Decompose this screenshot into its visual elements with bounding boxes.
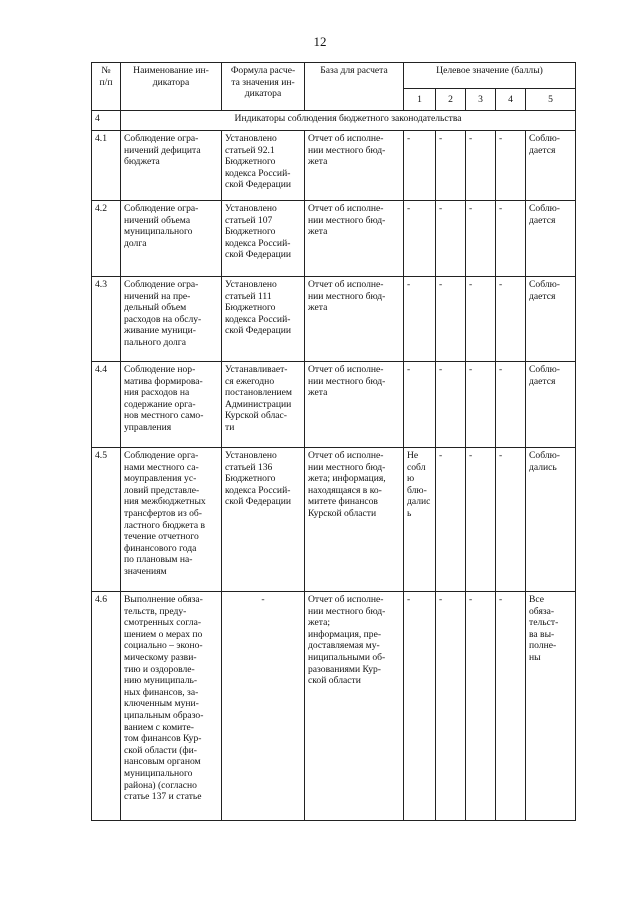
row-value-4: - xyxy=(496,131,526,201)
row-value-5: Соблю- дается xyxy=(526,201,576,277)
page-number: 12 xyxy=(313,34,327,49)
row-value-1: - xyxy=(404,592,436,821)
row-basis: Отчет об исполне- нии местного бюд- жета xyxy=(305,201,404,277)
row-value-1: - xyxy=(404,277,436,362)
row-value-5: Соблю- дается xyxy=(526,131,576,201)
indicators-table xyxy=(91,62,576,821)
row-value-3: - xyxy=(466,277,496,362)
row-value-5: Все обяза- тельст- ва вы- полне- ны xyxy=(526,592,576,821)
table-row xyxy=(92,277,576,362)
row-num: 4.4 xyxy=(92,362,121,448)
row-value-1: Не соблю блю- дались xyxy=(404,448,436,592)
row-value-2: - xyxy=(436,448,466,592)
row-formula: Установлено статьей 107 Бюджетного кодекса Россий- ской Федерации xyxy=(222,201,305,277)
row-value-1: - xyxy=(404,201,436,277)
row-formula: Установлено статьей 92.1 Бюджетного кодекса Россий- ской Федерации xyxy=(222,131,305,201)
row-value-3: - xyxy=(466,362,496,448)
row-name: Соблюдение огра- ничений дефицита бюджета xyxy=(121,131,222,201)
row-formula: Установлено статьей 111 Бюджетного кодекса Россий- ской Федерации xyxy=(222,277,305,362)
header-target-5: 5 xyxy=(526,89,576,111)
row-value-1: - xyxy=(404,362,436,448)
row-value-4: - xyxy=(496,277,526,362)
row-basis: Отчет об исполне- нии местного бюд- жета xyxy=(305,131,404,201)
header-row xyxy=(92,63,576,89)
table-row xyxy=(92,201,576,277)
header-target-2: 2 xyxy=(436,89,466,111)
row-value-4: - xyxy=(496,592,526,821)
row-value-2: - xyxy=(436,131,466,201)
table-row xyxy=(92,592,576,821)
row-value-5: Соблю- дались xyxy=(526,448,576,592)
row-value-1: - xyxy=(404,131,436,201)
row-value-2: - xyxy=(436,362,466,448)
row-num: 4.5 xyxy=(92,448,121,592)
table-row xyxy=(92,362,576,448)
row-value-2: - xyxy=(436,592,466,821)
header-target: Целевое значение (баллы) xyxy=(404,63,576,89)
section-row xyxy=(92,111,576,131)
row-formula: - xyxy=(222,592,305,821)
header-target-1: 1 xyxy=(404,89,436,111)
row-value-3: - xyxy=(466,592,496,821)
section-title: Индикаторы соблюдения бюджетного законодательства xyxy=(121,111,576,131)
row-name: Соблюдение нор- матива формирова- ния расходов на содержание орга- нов местного само- управления xyxy=(121,362,222,448)
table-row xyxy=(92,131,576,201)
row-basis: Отчет об исполне- нии местного бюд- жета; информация, находящаяся в ко- митете финансов Курской области xyxy=(305,448,404,592)
header-basis: База для расчета xyxy=(305,63,404,111)
header-num: № п/п xyxy=(92,63,121,111)
header-formula: Формула расче- та значения ин- дикатора xyxy=(222,63,305,111)
row-num: 4.6 xyxy=(92,592,121,821)
header-name: Наименование ин- дикатора xyxy=(121,63,222,111)
row-name: Соблюдение огра- ничений на пре- дельный объем расходов на обслу- живание муници- пального долга xyxy=(121,277,222,362)
row-value-2: - xyxy=(436,201,466,277)
row-name: Выполнение обяза- тельств, преду- смотренных согла- шением о мерах по социально – эконо- мическому разви- тию и оздоровле- нию муниципаль- ных финансов, за- ключенным муни- ципальным образо- ванием с комите- том финансов Кур- ской области (фи- нансовым органом муниципального района) (согласно статье 137 и статье xyxy=(121,592,222,821)
header-target-4: 4 xyxy=(496,89,526,111)
row-value-3: - xyxy=(466,201,496,277)
header-target-3: 3 xyxy=(466,89,496,111)
row-basis: Отчет об исполне- нии местного бюд- жета xyxy=(305,277,404,362)
row-formula: Установлено статьей 136 Бюджетного кодекса Россий- ской Федерации xyxy=(222,448,305,592)
row-formula: Устанавливает- ся ежегодно постановлением Администрации Курской облас- ти xyxy=(222,362,305,448)
row-value-5: Соблю- дается xyxy=(526,277,576,362)
row-value-2: - xyxy=(436,277,466,362)
row-name: Соблюдение огра- ничений объема муниципального долга xyxy=(121,201,222,277)
row-value-3: - xyxy=(466,131,496,201)
row-num: 4.2 xyxy=(92,201,121,277)
row-value-5: Соблю- дается xyxy=(526,362,576,448)
row-value-3: - xyxy=(466,448,496,592)
row-num: 4.1 xyxy=(92,131,121,201)
row-basis: Отчет об исполне- нии местного бюд- жета; информация, пре- доставляемая му- ниципальными об- разованиями Кур- ской области xyxy=(305,592,404,821)
table-row xyxy=(92,448,576,592)
row-value-4: - xyxy=(496,362,526,448)
row-value-4: - xyxy=(496,201,526,277)
row-name: Соблюдение орга- нами местного са- моуправления ус- ловий представле- ния межбюджетных трансфертов из об- ластного бюджета в течение отчетного финансового года по плановым на- значениям xyxy=(121,448,222,592)
row-num: 4.3 xyxy=(92,277,121,362)
row-basis: Отчет об исполне- нии местного бюд- жета xyxy=(305,362,404,448)
row-value-4: - xyxy=(496,448,526,592)
section-num: 4 xyxy=(92,111,121,131)
